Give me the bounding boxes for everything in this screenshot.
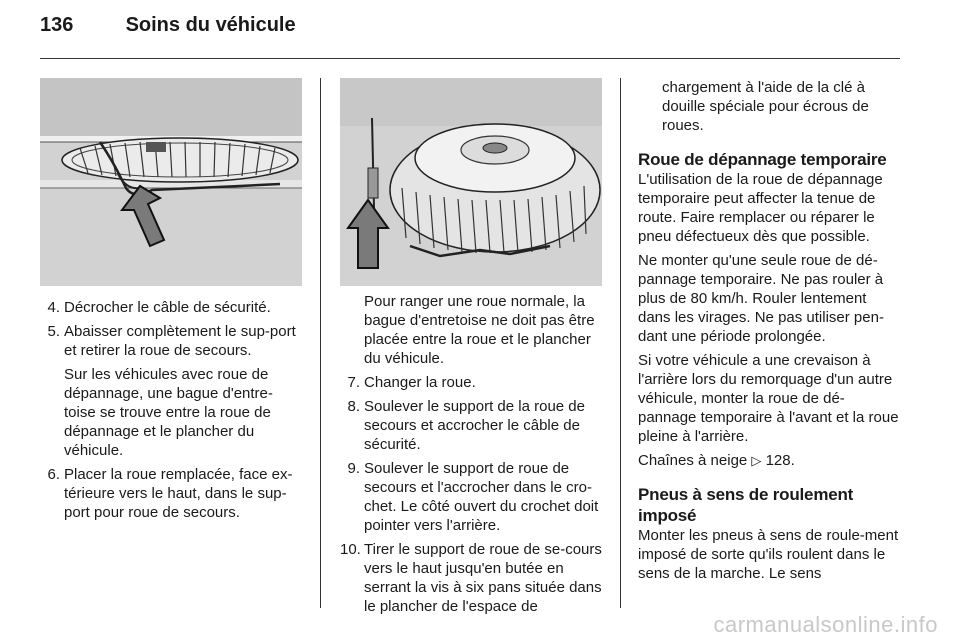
- list-item: [340, 373, 602, 392]
- paragraph: Ne monter qu'une seule roue de dé-pannage temporaire. Ne pas rouler à plus de 80 km/h. Rouler lentement dans les virages. Ne pas utiliser pen-dant une période prolongée.: [638, 252, 884, 345]
- list-item: [340, 540, 602, 616]
- sub-paragraph: Pour ranger une roue normale, la bague d'entretoise ne doit pas être placée entre la roue et le plancher du véhicule.: [364, 293, 595, 367]
- spare-wheel-cable-illustration: [40, 78, 302, 286]
- figure-spare-wheel-cable: [40, 78, 302, 286]
- sub-paragraph: Sur les véhicules avec roue de dépannage, une bague d'entre-toise se trouve entre la roue de dépannage et le plancher du véhicule.: [64, 366, 273, 459]
- section-heading-temporary-spare: Roue de dépannage temporaire: [638, 150, 887, 169]
- paragraph: L'utilisation de la roue de dépannage temporaire peut affecter la tenue de route. Faire remplacer ou réparer le pneu défectueux dès que possible.: [638, 171, 883, 245]
- list-item-text: Placer la roue remplacée, face ex-térieure vers le haut, dans le sup-port pour roue de secours.: [64, 466, 293, 521]
- watermark: carmanualsonline.info: [713, 612, 938, 637]
- list-item-number: 8.: [347, 398, 360, 415]
- list-item-text: Tirer le support de roue de se-cours vers le haut jusqu'en butée en serrant la vis à six pans située dans le plancher de l'espace de: [364, 541, 602, 615]
- cross-reference-page: 128.: [765, 452, 795, 469]
- list-item: [40, 322, 302, 360]
- column-divider-1: [320, 78, 321, 608]
- list-item-text: Abaisser complètement le sup-port et retirer la roue de secours.: [64, 323, 296, 359]
- list-item-text: Changer la roue.: [364, 374, 476, 391]
- section-heading-directional-tyres: Pneus à sens de roulement imposé: [638, 485, 854, 525]
- paragraph: Si votre véhicule a une crevaison à l'arrière lors du remorquage d'un autre véhicule, monter la roue de dé-pannage temporaire à l'avant et la roue pleine à l'arrière.: [638, 352, 899, 445]
- list-item: [40, 298, 302, 317]
- reference-arrow-icon: ▷: [751, 453, 762, 468]
- list-item-number: 4.: [47, 299, 60, 316]
- column-right: [638, 78, 902, 588]
- list-item-number: 5.: [47, 323, 60, 340]
- page-number: 136: [40, 14, 74, 36]
- list-item-number: 10.: [340, 541, 361, 558]
- list-item: [340, 459, 602, 535]
- continued-text: chargement à l'aide de la clé à douille spéciale pour écrous de roues.: [662, 79, 869, 134]
- column-middle: [340, 292, 602, 621]
- list-item-text: Décrocher le câble de sécurité.: [64, 299, 271, 316]
- list-item-number: 7.: [347, 374, 360, 391]
- figure-spare-wheel-jack: [340, 78, 602, 286]
- header-rule: [40, 58, 900, 59]
- list-item-number: 6.: [47, 466, 60, 483]
- list-item-text: Soulever le support de roue de secours et l'accrocher dans le cro-chet. Le côté ouvert du crochet doit pointer vers l'arrière.: [364, 460, 599, 534]
- list-item: [340, 397, 602, 454]
- cross-reference[interactable]: [638, 451, 902, 470]
- list-item: [40, 465, 302, 522]
- spare-wheel-jack-illustration: [340, 78, 602, 286]
- column-left: [40, 298, 302, 527]
- page-header: [40, 14, 296, 37]
- cross-reference-text: Chaînes à neige: [638, 452, 748, 469]
- column-divider-2: [620, 78, 621, 608]
- list-item-number: 9.: [347, 460, 360, 477]
- paragraph: Monter les pneus à sens de roule-ment imposé de sorte qu'ils roulent dans le sens de la marche. Le sens: [638, 527, 899, 582]
- page-title: Soins du véhicule: [125, 14, 296, 36]
- list-item-text: Soulever le support de la roue de secours et accrocher le câble de sécurité.: [364, 398, 585, 453]
